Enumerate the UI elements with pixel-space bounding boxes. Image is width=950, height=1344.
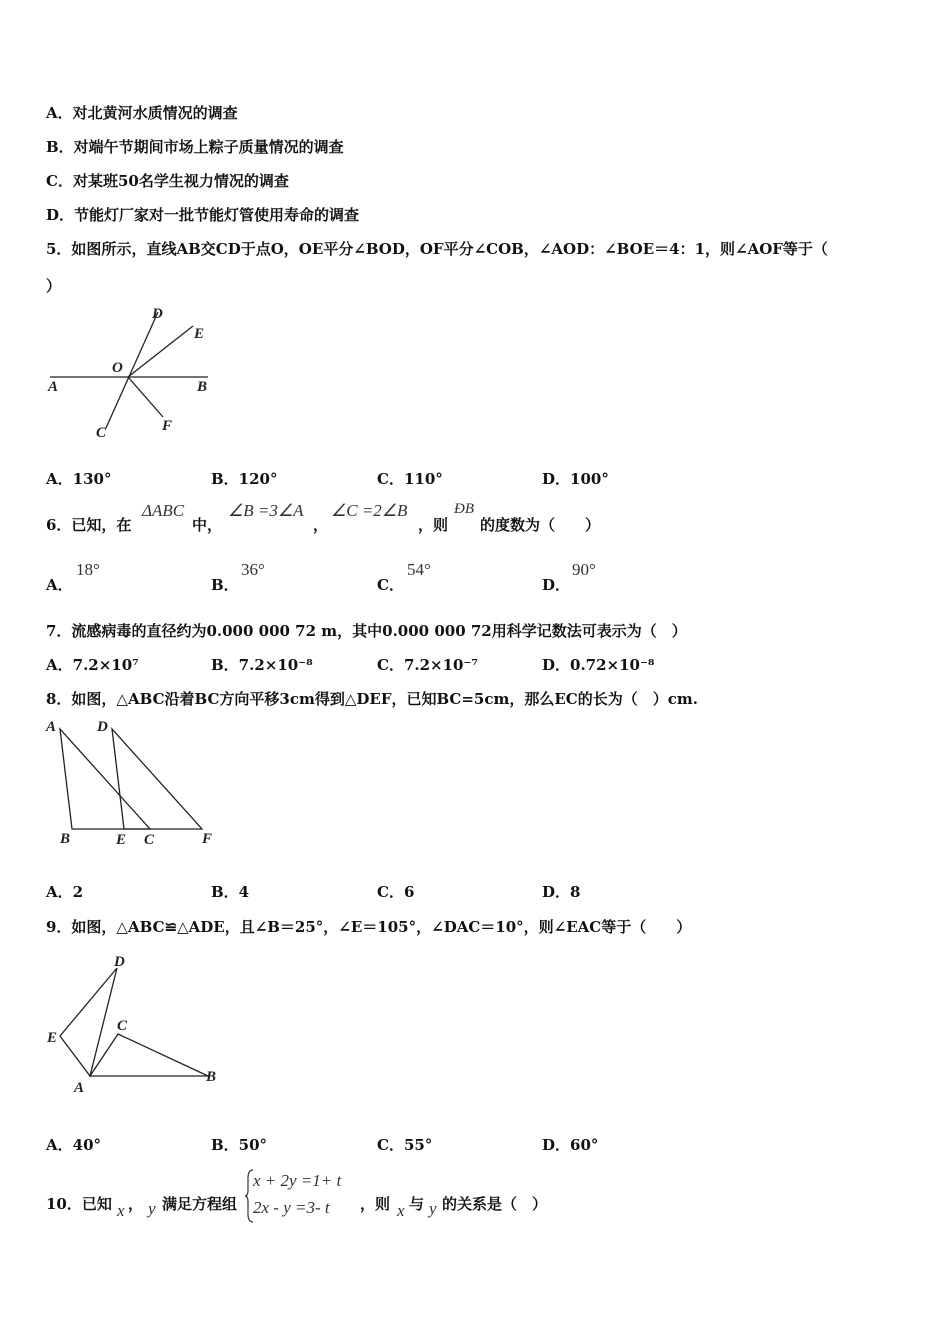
label-e: E <box>47 1030 58 1046</box>
q6-option-b: B． <box>211 576 239 594</box>
q4-option-a: A．对北黄河水质情况的调查 <box>46 104 238 122</box>
label-d: D <box>97 719 108 735</box>
label-f: F <box>202 831 213 847</box>
label-c: C <box>144 832 155 848</box>
q8-option-c: C．6 <box>377 883 415 901</box>
q5-option-d: D．100° <box>542 470 609 488</box>
ray-oe <box>128 326 193 377</box>
q6-text-5: 的度数为（ ） <box>480 516 601 534</box>
q7-option-c: C．7.2×10⁻⁷ <box>377 656 478 674</box>
equation-system <box>253 1167 341 1221</box>
q5-stem-end: ） <box>46 277 62 295</box>
q10-text-4: 与 <box>409 1195 425 1213</box>
q5-option-c: C．110° <box>377 470 443 488</box>
q6-option-a-value: 18° <box>76 560 100 579</box>
q9-option-d: D．60° <box>542 1136 599 1154</box>
q10-text-1: 10．已知 <box>46 1195 112 1213</box>
q10-comma: ， <box>128 1195 144 1213</box>
q6-math-angle-b: ÐB <box>454 501 474 517</box>
q6-math-c: ∠C =2∠B <box>331 501 408 520</box>
label-a: A <box>46 719 57 735</box>
label-c: C <box>117 1018 128 1034</box>
label-a: A <box>48 379 59 395</box>
q10-var-y2: y <box>429 1199 437 1218</box>
q6-option-a: A． <box>46 576 73 594</box>
q4-option-c: C．对某班50名学生视力情况的调查 <box>46 172 289 190</box>
q10-text-3: ，则 <box>360 1195 391 1213</box>
q7-option-d: D．0.72×10⁻⁸ <box>542 656 655 674</box>
q10-text-2: 满足方程组 <box>162 1195 238 1213</box>
q7-stem: 7．流感病毒的直径约为0.000 000 72 m，其中0.000 000 72用科学记数法可表示为（ ） <box>46 622 687 640</box>
label-e: E <box>116 832 127 848</box>
q4-option-d: D．节能灯厂家对一批节能灯管使用寿命的调查 <box>46 206 360 224</box>
q5-option-b: B．120° <box>211 470 278 488</box>
triangle-abc <box>90 1034 208 1076</box>
q9-option-c: C．55° <box>377 1136 433 1154</box>
label-b: B <box>206 1069 217 1085</box>
equation-2: 2x - y =3- t <box>253 1198 330 1217</box>
label-b: B <box>60 831 71 847</box>
q6-math-triangle: ΔABC <box>142 501 185 520</box>
q8-option-b: B．4 <box>211 883 250 901</box>
q10-text-5: 的关系是（ ） <box>442 1195 548 1213</box>
q8-option-a: A．2 <box>46 883 84 901</box>
ray-of <box>128 377 163 417</box>
label-f: F <box>162 418 173 434</box>
q6-option-c: C． <box>377 576 404 594</box>
q9-figure <box>40 950 230 1100</box>
q6-math-b: ∠B =3∠A <box>228 501 304 520</box>
equation-1: x + 2y =1+ t <box>253 1171 342 1190</box>
q5-figure <box>40 300 230 450</box>
q6-option-b-value: 36° <box>241 560 265 579</box>
q6-option-d-value: 90° <box>572 560 596 579</box>
triangle-abc <box>60 729 150 829</box>
q10-var-x2: x <box>397 1201 405 1220</box>
q6-option-c-value: 54° <box>407 560 431 579</box>
triangle-def <box>112 729 202 829</box>
q10-var-y: y <box>148 1199 156 1218</box>
q6-text-3: ， <box>313 516 329 534</box>
q5-option-a: A．130° <box>46 470 112 488</box>
label-b: B <box>197 379 208 395</box>
q6-text-1: 6．已知，在 <box>46 516 132 534</box>
label-d: D <box>152 306 163 322</box>
q4-option-b: B．对端午节期间市场上粽子质量情况的调查 <box>46 138 344 156</box>
q7-option-b: B．7.2×10⁻⁸ <box>211 656 313 674</box>
triangle-ade <box>60 968 117 1076</box>
q6-text-4: ，则 <box>418 516 449 534</box>
label-e: E <box>194 326 205 342</box>
q8-figure <box>40 715 230 855</box>
label-a: A <box>74 1080 85 1096</box>
q5-stem: 5．如图所示，直线AB交CD于点O，OE平分∠BOD，OF平分∠COB，∠AOD：∠BOE＝4：1，则∠AOF等于（ <box>46 240 828 258</box>
q9-option-a: A．40° <box>46 1136 102 1154</box>
q9-option-b: B．50° <box>211 1136 268 1154</box>
q6-text-2: 中， <box>192 516 223 534</box>
label-o: O <box>112 360 123 376</box>
q8-option-d: D．8 <box>542 883 581 901</box>
q10-var-x: x <box>117 1201 125 1220</box>
q9-stem: 9．如图，△ABC≌△ADE，且∠B＝25°，∠E＝105°，∠DAC＝10°，则∠EAC等于（ ） <box>46 918 692 936</box>
q7-option-a: A．7.2×10⁷ <box>46 656 139 674</box>
label-d: D <box>114 954 125 970</box>
q8-stem: 8．如图，△ABC沿着BC方向平移3cm得到△DEF，已知BC=5cm，那么EC的长为（ ）cm. <box>46 690 698 708</box>
label-c: C <box>96 425 107 441</box>
q6-option-d: D． <box>542 576 571 594</box>
